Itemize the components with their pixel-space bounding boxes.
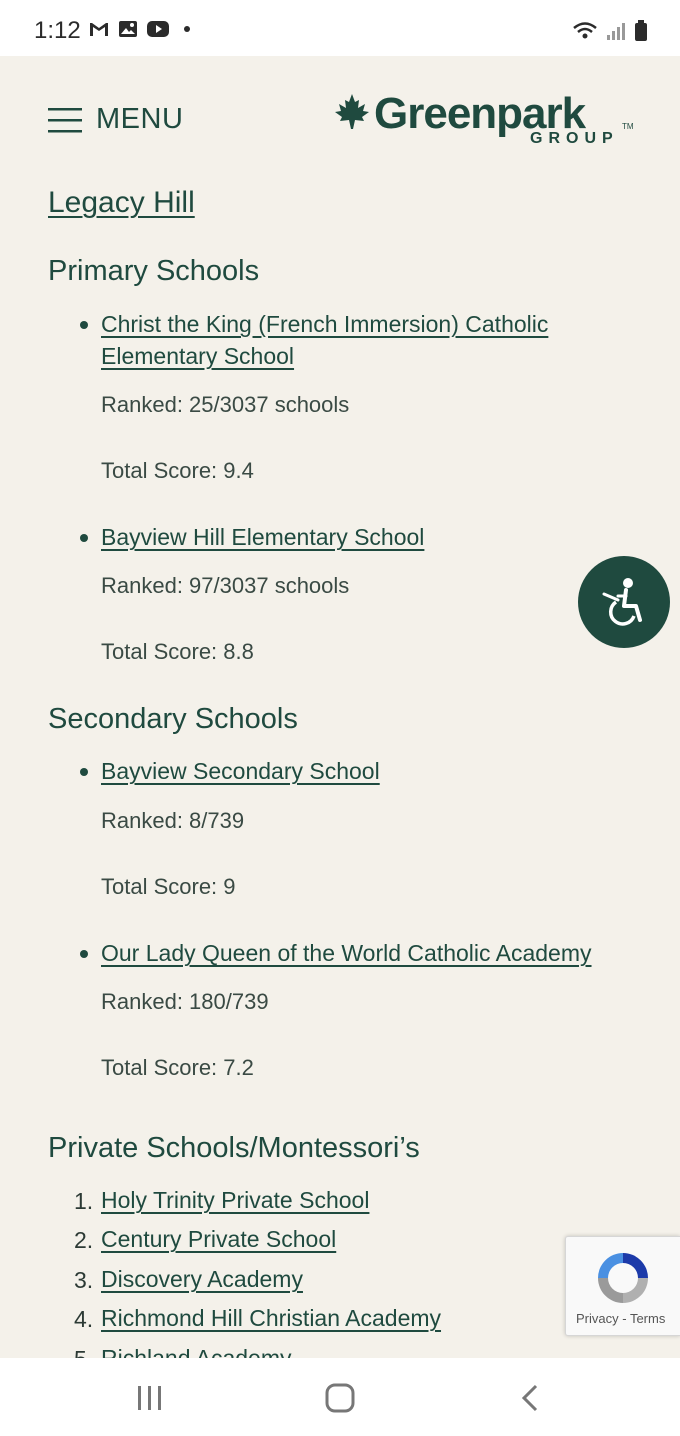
school-score: Total Score: 7.2 [101, 1055, 254, 1080]
accessibility-icon [598, 576, 650, 628]
list-number: 3. [74, 1267, 94, 1293]
school-link[interactable]: Discovery Academy [101, 1266, 303, 1292]
home-button[interactable] [320, 1378, 360, 1418]
school-score: Total Score: 8.8 [101, 639, 254, 664]
list-bullet [80, 321, 88, 329]
school-link[interactable]: Christ the King (French Immersion) Catholic Elementary School [101, 311, 549, 369]
list-bullet [80, 768, 88, 776]
recaptcha-icon [590, 1245, 656, 1311]
home-icon [325, 1383, 355, 1413]
school-ranked: Ranked: 180/739 [101, 989, 269, 1014]
system-icons [572, 20, 648, 42]
logo-trademark: TM [622, 122, 634, 131]
list-number: 1. [74, 1188, 94, 1214]
primary-schools-heading: Primary Schools [48, 255, 260, 287]
more-notifications-dot [184, 26, 190, 32]
hamburger-icon [48, 107, 82, 133]
school-link[interactable]: Holy Trinity Private School [101, 1187, 370, 1213]
logo-group-text: GROUP [530, 130, 619, 147]
signal-icon [606, 21, 626, 41]
school-score: Total Score: 9 [101, 874, 236, 899]
menu-label: MENU [96, 103, 184, 135]
school-link[interactable]: Century Private School [101, 1226, 337, 1252]
recaptcha-privacy-link[interactable]: Privacy [576, 1311, 619, 1326]
photo-icon [118, 20, 138, 38]
wifi-icon [572, 21, 598, 41]
school-ranked: Ranked: 25/3037 schools [101, 392, 350, 417]
greenpark-logo[interactable] [332, 89, 634, 147]
list-number: 4. [74, 1306, 94, 1332]
menu-button[interactable] [48, 103, 183, 136]
site-header [0, 56, 680, 180]
recent-apps-icon [136, 1385, 164, 1411]
private-schools-heading: Private Schools/Montessori’s [48, 1132, 420, 1164]
recent-apps-button[interactable] [130, 1378, 170, 1418]
youtube-icon [146, 20, 170, 38]
area-title-link[interactable]: Legacy Hill [48, 186, 195, 219]
recaptcha-badge[interactable] [565, 1236, 680, 1336]
battery-icon [634, 20, 648, 42]
school-link[interactable]: Bayview Hill Elementary School [101, 524, 425, 550]
school-link[interactable]: Our Lady Queen of the World Catholic Academy [101, 940, 592, 966]
recaptcha-separator: - [618, 1311, 630, 1326]
back-button[interactable] [510, 1378, 550, 1418]
school-ranked: Ranked: 97/3037 schools [101, 573, 350, 598]
list-bullet [80, 950, 88, 958]
recaptcha-terms-link[interactable]: Terms [629, 1311, 666, 1326]
gmail-icon [88, 20, 110, 38]
status-bar [0, 0, 680, 56]
logo-wordmark: Greenpark [374, 89, 586, 138]
recaptcha-links [576, 1311, 665, 1326]
status-time: 1:12 [34, 17, 81, 44]
secondary-schools-heading: Secondary Schools [48, 703, 298, 735]
school-ranked: Ranked: 8/739 [101, 808, 245, 833]
list-number: 2. [74, 1227, 94, 1253]
list-bullet [80, 534, 88, 542]
notification-icons [88, 20, 190, 38]
accessibility-button[interactable] [578, 556, 670, 648]
back-icon [520, 1384, 540, 1412]
android-nav-bar [0, 1358, 680, 1436]
school-link[interactable]: Bayview Secondary School [101, 758, 380, 784]
school-link[interactable]: Richmond Hill Christian Academy [101, 1305, 442, 1331]
maple-leaf-icon [332, 92, 372, 132]
school-score: Total Score: 9.4 [101, 458, 254, 483]
